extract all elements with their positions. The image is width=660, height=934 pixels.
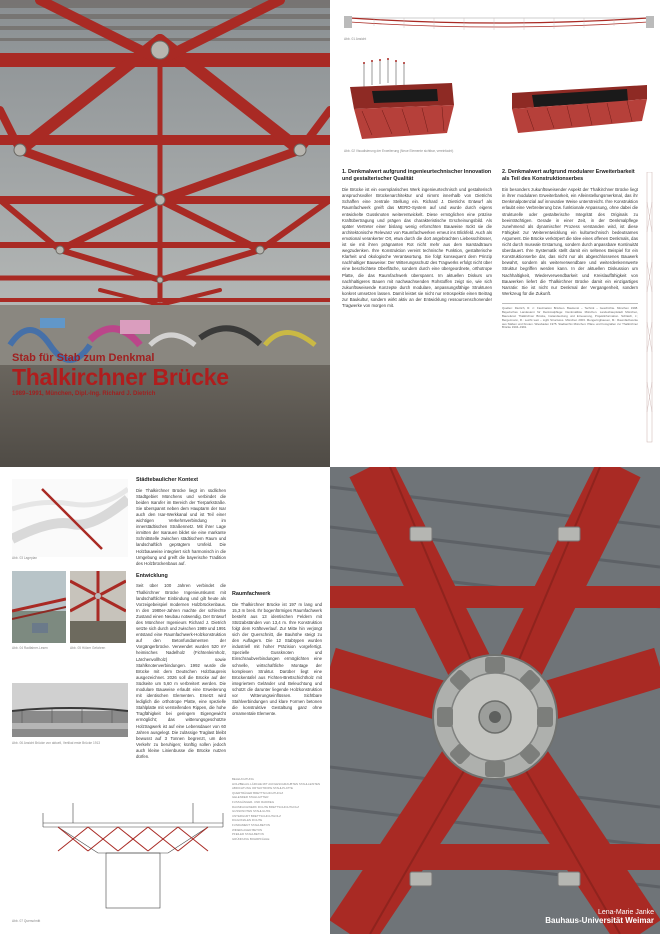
extension-visualization bbox=[342, 55, 652, 145]
legend-item: GUSSKNOTEN STAHLGUSS bbox=[232, 809, 271, 814]
legend-item: WIDERLAGER BETON bbox=[232, 827, 263, 832]
text-history: Seit über 100 Jahren verbindet die Thalkirchner Brücke Ingenieurskunst mit landschaftlicher Einbindung und gilt heute als Vorzeigebeispiel modernen Holzbrückenbaus. In den 1980er-Jahren machte der schlechte Zustand einen Neubau notwendig. Der Entwurf des Münchner Ingenieurs Richard J. Dietrich setzte sich durch und zwischen 1989 und 1991 entstand eine Raumfachwerk-Holzkonstruktion auf den Betonfundamenten der Vorgängerbrücke. Verwendet wurden 520 m³ heimisches Nadelholz (Fichtenleimholz, Lärchenvollholz) sowie Stahlknotenverbindungen. 1992 wurde die Brücke mit dem Deutschen Holzbaupreis ausgezeichnet. 2026 soll die Brücke auf der Südseite um 5,60 m verbreitert werden. Die modulare Bauweise erlaubt eine Erweiterung mit identischen Elementen. Ersetzt wird lediglich die orthotrope Platte, eine spezielle Stahlplatte mit versteifenden Rippen, die hohe Tragfähigkeit bei geringem Eigengewicht ermöglicht; das witterungsgeschützte Holztragwerk ist auf eine Lebensdauer von 60 Jahren ausgelegt. Die zulässige Traglast bleibt bewusst auf 3 Tonnen begrenzt, um den Verkehr zu beruhigen; künftig sollen jedoch auch kleine Linienbusse die Brücke nutzen dürfen. bbox=[136, 583, 226, 760]
legend-item: GRÜNDUNG BOHRPFÄHLE bbox=[232, 836, 270, 841]
caption-fig1: Abb. 01 Ansicht bbox=[344, 37, 367, 41]
heading-context: Städtebaulicher Kontext bbox=[136, 477, 199, 483]
side-detail-drawing bbox=[644, 172, 656, 452]
text-context: Die Thalkirchner Brücke liegt im südlichen Stadtgebiet Münchens und verbindet die beiden Isarufer im Bereich der Tierparkstraße. Sie überspannt neben dem Hauptarm der Isar auch den Isar-Werkkanal und ist Teil einer wichtigen Verkehrsverbindung im innerstädtischen Straßennetz. Mit ihrer Lage inmitten der Isarauen bildet sie eine markante Schnittstelle zwischen städtischem Raum und landschaftlich geprägtem Umfeld. Die Holzbauweise integriert sich harmonisch in die Umgebung und greift die bayerische Tradition des Holzbrückenbaus auf. bbox=[136, 487, 226, 566]
caption-fig5: Abb. 05 Hölzer Gefahren bbox=[70, 646, 106, 650]
caption-fig7: Abb. 07 Querschnitt bbox=[12, 919, 41, 923]
legend-item: RAUMFACHWERK FICHTE BRETTSCHICHTHOLZ bbox=[232, 804, 299, 809]
panel-top-right bbox=[330, 0, 660, 467]
text-structure: Die Thalkirchner Brücke ist 197 m lang und 15,3 m breit. Ihr bogenförmiges Raumfachwerk besteht aus 13 identischen Feldern mit Stützabständen von 13,4 m. Ihre Konstruktion folgt dem Kräfteverlauf. Zur Mitte hin verjüngt sich der Querschnitt, die Bauhöhe steigt zu den Auflagern. Die 12 Stabtypen wurden industriell mit hoher Präzision vorgefertigt. Spezielle Gussknoten und Einschraubverbindungen ermöglichten eine schnelle, wirtschaftliche Montage der komplexen Struktur. Darüber liegt eine Brückentafel aus Fichten-Brettschichtholz mit integriertem Geländer und Beleuchtung und schützt die darunter liegende Holzkonstruktion vor Witterungseinflüssen. Sichtbare Stahlverbindungen und klare Formen betonen die konstruktive Gestaltung ganz ohne ornamentale Elemente. bbox=[232, 601, 322, 717]
poster-subtitle: Stab für Stab zum Denkmal bbox=[12, 352, 155, 364]
author-name: Lena-Marie Janke bbox=[597, 909, 654, 916]
title-block bbox=[12, 352, 322, 397]
photo-cast-node-detail bbox=[330, 467, 660, 934]
legend-item: FUNDAMENT STAHLBETON bbox=[232, 822, 270, 827]
caption-fig3: Abb. 03 Lageplan bbox=[12, 556, 37, 560]
cast-node bbox=[433, 655, 557, 779]
legend-item: ABDICHTUNG ORTHOTROPE STAHLPLATTE bbox=[232, 786, 293, 791]
legend-item: DIAGONALEN FICHTE bbox=[232, 818, 263, 823]
legend-item: GELENDER STAHLGITTER bbox=[232, 795, 269, 800]
column-structure bbox=[232, 591, 322, 717]
heading-structure: Raumfachwerk bbox=[232, 591, 271, 597]
heading-value-2: 2. Denkmalwert aufgrund modularer Erweiterbarkeit als Teil des Konstruktionserbes bbox=[502, 169, 635, 182]
text-value-1: Die Brücke ist ein exemplarisches Werk ingenieurtechnisch und gestalterisch anspruchsvoller Brückenarchitektur und nimmt innerhalb von Dietrichs Schaffen eine zentrale Stellung ein. Richard J. Dietrichs Entwurf als Raumfachwerk greift das MERO-System auf und wurde durch eigens entwickelte Gussknoten weiterentwickelt. Diese ermöglichen eine präzise Kraftübertragung und prägen das charakteristische Erscheinungsbild. Als später Vertreter einer bislang wenig erforschten Bauweise rückt sie die architektonische Relevanz von Raumfachwerken erneut ins Blickfeld. Auch als emotional verankerter Ort, etwa durch die dort angebrachten Liebesschlösser, ist sie mit ihren prägnanten Rot nicht mehr aus dem Isarstadtraum wegzudenken. Ihre Konstruktion vereint technische Funktion, gestalterische Klarheit und ökologische Verantwortung. Sie folgt konsequent dem Prinzip nachhaltiger Bauweise: Der Witterungsschutz des Tragwerks erfolgt nicht über eine beschichtete Oberfläche, sondern durch eine übergeordnete, orthotrope Platte, die das Raumfachwerk überspannt. Im aktuellen Diskurs um nachhaltigeres Bauen mit nachwachsenden Rohstoffen zeigt sie, wie sich zukunftsweisende Konzepte durch modulare, anpassungsfähige Strukturen konkret umsetzen lassen. Damit leistet sie nicht nur retrospektiv einen Beitrag zur Baukultur, sondern wirkt aktiv an der Entwicklung ressourcenschonender Tragwerke von morgen mit. bbox=[342, 187, 492, 308]
caption-fig2: Abb. 02 Visualisierung der Erweiterung (Neue Elemente sichtbar, vereinfacht) bbox=[344, 149, 454, 153]
column-context bbox=[136, 477, 226, 760]
caption-fig6: Abb. 06 Ansicht Brücke von aktuell, Vertikal erste Brücke 1913 bbox=[12, 741, 101, 745]
legend-item: BELEUCHTUNG bbox=[232, 777, 254, 781]
cross-section-drawing bbox=[38, 793, 228, 911]
legend-item: PFEILER STAHLBETON bbox=[232, 832, 264, 837]
legend-item: UNTERGURT BRETTSCHICHTHOLZ bbox=[232, 813, 281, 818]
column-heritage-value-1 bbox=[342, 169, 492, 309]
cross-section-legend bbox=[232, 777, 322, 841]
legend-item: FUSSGÄNGER- UND RADWEG bbox=[232, 799, 275, 804]
photo-timber-members bbox=[70, 571, 126, 643]
photo-cyclists bbox=[12, 571, 66, 643]
university-name: Bauhaus-Universität Weimar bbox=[545, 916, 654, 925]
credit-block bbox=[545, 909, 654, 925]
text-value-2: Ein besonders zukunftsweisender Aspekt der Thalkirchner Brücke liegt in ihrer modularen Erweiterbarkeit, ein Alleinstellungsmerkmal, das ihr Denkmalpotenzial auf innovative Weise unterstreicht. Ihre Konstruktion erlaubt eine Verbreiterung bzw. funktionale Anpassung, ohne dabei die strukturelle oder gestalterische Integrität des Originals zu beeinträchtigen. Gerade in einer Zeit, in der Denkmalpflege zunehmend als dynamischer Prozess verstanden wird, ist diese Fähigkeit zur Weiterentwicklung ein kulturtechnisch bedeutsames Argument. Die Brücke verkörpert die Idee eines offenen Denkmals, das nicht durch museale Erstarrung, sondern durch anpassbare Kontinuität überdauert. Ihre Systematik stellt damit ein seltenes Beispiel für ein Konstruktionserbe dar, das nicht nur als abgeschlossenes Bauwerk bewahrt, sondern als weiterverwendbare und weiterdenkenswerte Struktur begriffen werden kann. In der aktuellen Diskussion um Nachhaltigkeit, Wiederverwendbarkeit und Kreislauffähigkeit von Bauwerken liefert die Thalkirchner Brücke damit ein einzigartiges Narrativ: Sie ist nicht nur Denkmal der Vergangenheit, sondern Werkzeug für die Zukunft. bbox=[502, 187, 638, 296]
legend-item: QUERTRÄGER BRETTSCHICHTHOLZ bbox=[232, 790, 284, 795]
footnotes: Quellen: Dietrich, R. J.: Faszination Brücken. Baukunst – Technik – Geschichte. München 1998. Bayerisches Landesamt für Denkmalpflege: Denkmalliste München. Landeshauptstadt München, Baureferat: Thalkirchner Brücke, Instandsetzung und Erneuerung, Projektinformation. Schlaich, J.; Bergermann, R.: Leicht weit – Light Structures. München 2003. Mengeringhausen, M.: Raumfachwerke aus Stäben und Knoten. Wiesbaden 1975. Stadtarchiv München: Pläne und Fotografien zur Thalkirchner Brücke 1904–1991. bbox=[502, 303, 638, 330]
column-heritage-value-2 bbox=[502, 169, 638, 330]
caption-fig4: Abb. 04 Radfahrer-Lesen bbox=[12, 646, 48, 650]
bridge-elevation-drawing bbox=[344, 6, 654, 36]
heading-history: Entwicklung bbox=[136, 572, 168, 579]
poster-title: Thalkirchner Brücke bbox=[12, 364, 229, 390]
poster-byline: 1989–1991, München, Dipl.-Ing. Richard J. Dietrich bbox=[12, 391, 156, 397]
legend-item: HOLZBELAG LÄRCHE MIT AUFGESCHRAUBTEN STAHLLEISTEN bbox=[232, 781, 321, 786]
heading-value-1: 1. Denkmalwert aufgrund ingenieurtechnischer Innovation und gestalterischer Qualität bbox=[342, 169, 492, 182]
photo-bridge-underside bbox=[0, 0, 330, 467]
site-plan-drawing bbox=[12, 479, 128, 557]
photo-historic-bridge bbox=[12, 683, 128, 737]
panel-bottom-left bbox=[0, 467, 330, 934]
cast-node-illustration bbox=[330, 467, 660, 934]
